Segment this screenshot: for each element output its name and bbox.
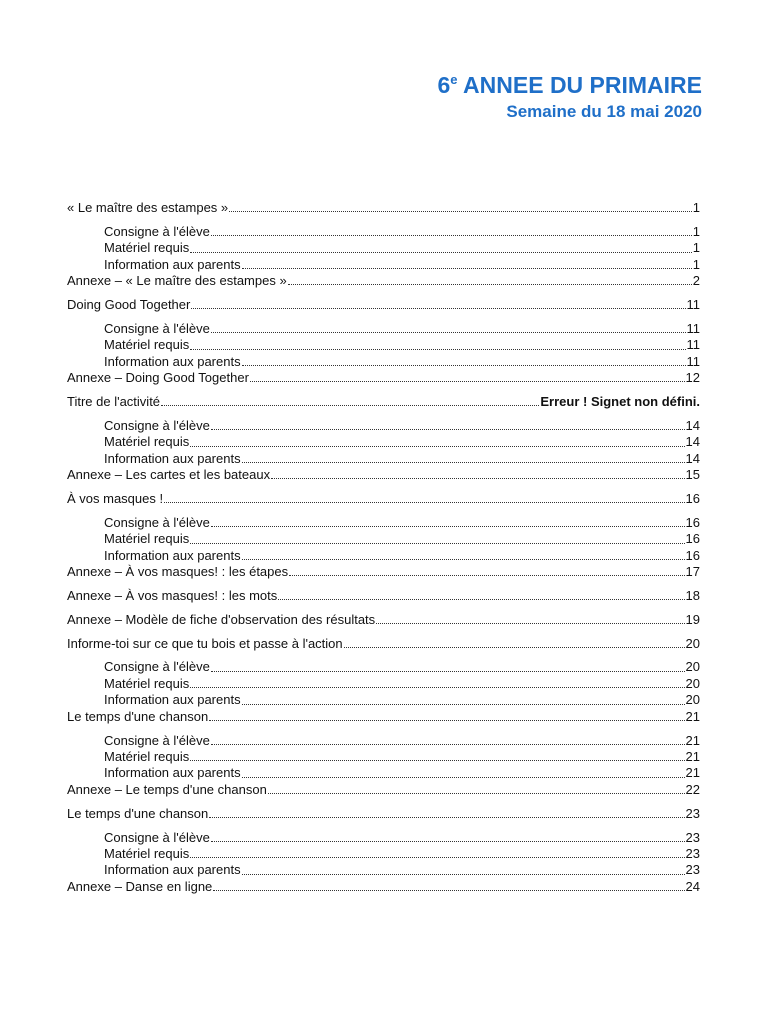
toc-entry-page: 14 xyxy=(685,434,700,450)
toc-entry-label: Matériel requis xyxy=(104,748,190,764)
toc-entry-page: 1 xyxy=(692,200,700,215)
toc-dot-leader xyxy=(211,525,685,527)
toc-subentry[interactable] xyxy=(67,451,700,467)
toc-dot-leader xyxy=(190,856,684,858)
toc-entry-label: Le temps d'une chanson xyxy=(67,708,209,724)
toc-entry[interactable] xyxy=(67,394,700,410)
toc-entry-page: 1 xyxy=(692,256,700,272)
toc-entry-label: Annexe – À vos masques! : les mots xyxy=(67,587,278,603)
toc-dot-leader xyxy=(271,477,684,479)
toc-subentry[interactable] xyxy=(67,354,700,370)
toc-entry-label: À vos masques ! xyxy=(67,490,164,506)
toc-subentry[interactable] xyxy=(67,765,700,781)
toc-entry[interactable] xyxy=(67,588,700,604)
toc-entry-page: 16 xyxy=(685,490,700,506)
toc-entry-page: Erreur ! Signet non défini. xyxy=(540,393,700,409)
toc-dot-leader xyxy=(242,873,685,875)
toc-entry-page: 22 xyxy=(685,781,700,797)
toc-entry-label: Le temps d'une chanson xyxy=(67,805,209,821)
toc-dot-leader xyxy=(242,267,692,269)
toc-dot-leader xyxy=(288,283,692,285)
toc-entry-label: Annexe – Danse en ligne xyxy=(67,878,213,894)
toc-entry-page: 14 xyxy=(685,417,700,433)
toc-entry-page: 16 xyxy=(685,531,700,547)
toc-entry-page: 12 xyxy=(685,370,700,386)
toc-dot-leader xyxy=(242,703,685,705)
toc-entry-label: Information aux parents xyxy=(104,862,241,878)
toc-entry-label: Consigne à l'élève xyxy=(104,732,210,748)
toc-entry-label: Titre de l'activité xyxy=(67,393,161,409)
toc-entry-label: Annexe – « Le maître des estampes » xyxy=(67,273,287,289)
toc-dot-leader xyxy=(242,364,686,366)
toc-entry-label: Consigne à l'élève xyxy=(104,320,210,336)
toc-spacer xyxy=(67,580,700,588)
toc-subentry[interactable] xyxy=(67,418,700,434)
grade-number: 6 xyxy=(437,72,451,98)
toc-subentry[interactable] xyxy=(67,749,700,765)
toc-spacer xyxy=(67,410,700,418)
toc-entry-label: Information aux parents xyxy=(104,765,241,781)
toc-entry-label: Annexe – Modèle de fiche d'observation des résultats xyxy=(67,611,376,627)
table-of-contents xyxy=(67,200,700,895)
toc-spacer xyxy=(67,313,700,321)
toc-spacer xyxy=(67,628,700,636)
toc-entry[interactable] xyxy=(67,612,700,628)
toc-subentry[interactable] xyxy=(67,515,700,531)
toc-dot-leader xyxy=(190,445,684,447)
toc-entry-page: 20 xyxy=(685,692,700,708)
toc-dot-leader xyxy=(190,686,684,688)
toc-dot-leader xyxy=(289,574,684,576)
toc-entry-page: 19 xyxy=(685,611,700,627)
toc-entry-page: 21 xyxy=(685,732,700,748)
toc-subentry[interactable] xyxy=(67,659,700,675)
toc-subentry[interactable] xyxy=(67,548,700,564)
toc-entry-label: Consigne à l'élève xyxy=(104,514,210,530)
toc-entry-page: 11 xyxy=(686,296,700,312)
toc-dot-leader xyxy=(211,428,685,430)
toc-entry[interactable] xyxy=(67,709,700,725)
toc-entry-label: Consigne à l'élève xyxy=(104,659,210,675)
toc-entry-label: Doing Good Together xyxy=(67,296,191,312)
toc-entry-label: Consigne à l'élève xyxy=(104,417,210,433)
toc-spacer xyxy=(67,507,700,515)
toc-spacer xyxy=(67,652,700,660)
toc-subentry[interactable] xyxy=(67,224,700,240)
toc-subentry[interactable] xyxy=(67,676,700,692)
week-subtitle: Semaine du 18 mai 2020 xyxy=(506,102,702,121)
toc-subentry[interactable] xyxy=(67,337,700,353)
toc-spacer xyxy=(67,386,700,394)
toc-spacer xyxy=(67,483,700,491)
toc-spacer xyxy=(67,725,700,733)
toc-entry-page: 16 xyxy=(685,547,700,563)
toc-entry-page: 11 xyxy=(686,353,700,369)
toc-entry[interactable] xyxy=(67,636,700,652)
toc-dot-leader xyxy=(211,670,685,672)
toc-entry-label: Matériel requis xyxy=(104,845,190,861)
toc-subentry[interactable] xyxy=(67,830,700,846)
toc-subentry[interactable] xyxy=(67,434,700,450)
toc-entry[interactable] xyxy=(67,370,700,386)
toc-dot-leader xyxy=(190,251,692,253)
toc-entry-page: 21 xyxy=(685,765,700,781)
toc-spacer xyxy=(67,798,700,806)
toc-entry[interactable] xyxy=(67,467,700,483)
toc-dot-leader xyxy=(190,542,684,544)
toc-entry-page: 23 xyxy=(685,805,700,821)
toc-entry-page: 20 xyxy=(685,635,700,651)
toc-dot-leader xyxy=(190,348,685,350)
document-header xyxy=(437,66,702,123)
toc-dot-leader xyxy=(278,598,684,600)
toc-dot-leader xyxy=(242,776,685,778)
toc-subentry[interactable] xyxy=(67,862,700,878)
toc-entry-label: Matériel requis xyxy=(104,240,190,256)
toc-dot-leader xyxy=(242,558,685,560)
toc-dot-leader xyxy=(211,234,692,236)
toc-entry-page: 14 xyxy=(685,450,700,466)
toc-entry-label: Annexe – À vos masques! : les étapes xyxy=(67,563,289,579)
toc-entry-page: 20 xyxy=(685,659,700,675)
toc-entry[interactable] xyxy=(67,564,700,580)
toc-dot-leader xyxy=(190,759,684,761)
toc-entry-page: 15 xyxy=(685,466,700,482)
toc-entry-page: 2 xyxy=(692,273,700,289)
toc-entry-label: Matériel requis xyxy=(104,531,190,547)
toc-entry-label: Matériel requis xyxy=(104,675,190,691)
toc-spacer xyxy=(67,822,700,830)
toc-dot-leader xyxy=(229,210,692,212)
toc-subentry[interactable] xyxy=(67,692,700,708)
toc-entry-label: Annexe – Le temps d'une chanson xyxy=(67,781,267,797)
toc-dot-leader xyxy=(209,719,684,721)
toc-dot-leader xyxy=(242,461,685,463)
toc-subentry[interactable] xyxy=(67,531,700,547)
toc-entry-label: « Le maître des estampes » xyxy=(67,200,229,215)
toc-entry-label: Matériel requis xyxy=(104,434,190,450)
toc-entry[interactable] xyxy=(67,879,700,895)
toc-entry-page: 18 xyxy=(685,587,700,603)
toc-dot-leader xyxy=(250,380,685,382)
toc-entry-page: 1 xyxy=(692,223,700,239)
toc-dot-leader xyxy=(211,743,685,745)
toc-spacer xyxy=(67,604,700,612)
toc-dot-leader xyxy=(211,331,686,333)
toc-entry-label: Annexe – Les cartes et les bateaux xyxy=(67,466,271,482)
toc-entry-label: Consigne à l'élève xyxy=(104,223,210,239)
toc-entry[interactable] xyxy=(67,491,700,507)
toc-subentry[interactable] xyxy=(67,240,700,256)
toc-entry-page: 23 xyxy=(685,845,700,861)
toc-dot-leader xyxy=(209,816,684,818)
toc-entry-page: 23 xyxy=(685,829,700,845)
toc-entry-page: 21 xyxy=(685,708,700,724)
toc-entry[interactable] xyxy=(67,782,700,798)
toc-entry-label: Informe-toi sur ce que tu bois et passe à l'action xyxy=(67,635,343,651)
toc-dot-leader xyxy=(268,792,685,794)
toc-entry[interactable] xyxy=(67,806,700,822)
toc-entry-page: 1 xyxy=(692,240,700,256)
toc-spacer xyxy=(67,216,700,224)
toc-entry-page: 17 xyxy=(685,563,700,579)
toc-subentry[interactable] xyxy=(67,846,700,862)
toc-entry-label: Information aux parents xyxy=(104,450,241,466)
toc-subentry[interactable] xyxy=(67,321,700,337)
grade-title xyxy=(437,66,702,99)
grade-title-rest: ANNEE DU PRIMAIRE xyxy=(457,72,702,98)
toc-entry-page: 16 xyxy=(685,514,700,530)
toc-dot-leader xyxy=(161,404,539,406)
toc-entry-page: 20 xyxy=(685,675,700,691)
toc-entry-page: 24 xyxy=(685,878,700,894)
toc-subentry[interactable] xyxy=(67,257,700,273)
toc-spacer xyxy=(67,289,700,297)
toc-dot-leader xyxy=(191,307,685,309)
toc-dot-leader xyxy=(376,622,684,624)
toc-entry-page: 11 xyxy=(686,320,700,336)
toc-entry-page: 23 xyxy=(685,862,700,878)
toc-entry-label: Matériel requis xyxy=(104,337,190,353)
toc-entry-label: Information aux parents xyxy=(104,256,241,272)
toc-entry-page: 21 xyxy=(685,748,700,764)
toc-dot-leader xyxy=(164,501,684,503)
grade-superscript: e xyxy=(450,72,458,87)
toc-dot-leader xyxy=(211,840,685,842)
toc-entry-label: Information aux parents xyxy=(104,353,241,369)
toc-subentry[interactable] xyxy=(67,733,700,749)
toc-entry-label: Annexe – Doing Good Together xyxy=(67,370,249,386)
toc-entry-label: Consigne à l'élève xyxy=(104,829,210,845)
toc-dot-leader xyxy=(213,889,684,891)
toc-entry-label: Information aux parents xyxy=(104,547,241,563)
toc-entry[interactable] xyxy=(67,200,700,216)
toc-entry[interactable] xyxy=(67,297,700,313)
toc-dot-leader xyxy=(344,646,685,648)
toc-entry-label: Information aux parents xyxy=(104,692,241,708)
toc-entry[interactable] xyxy=(67,273,700,289)
toc-entry-page: 11 xyxy=(686,337,700,353)
